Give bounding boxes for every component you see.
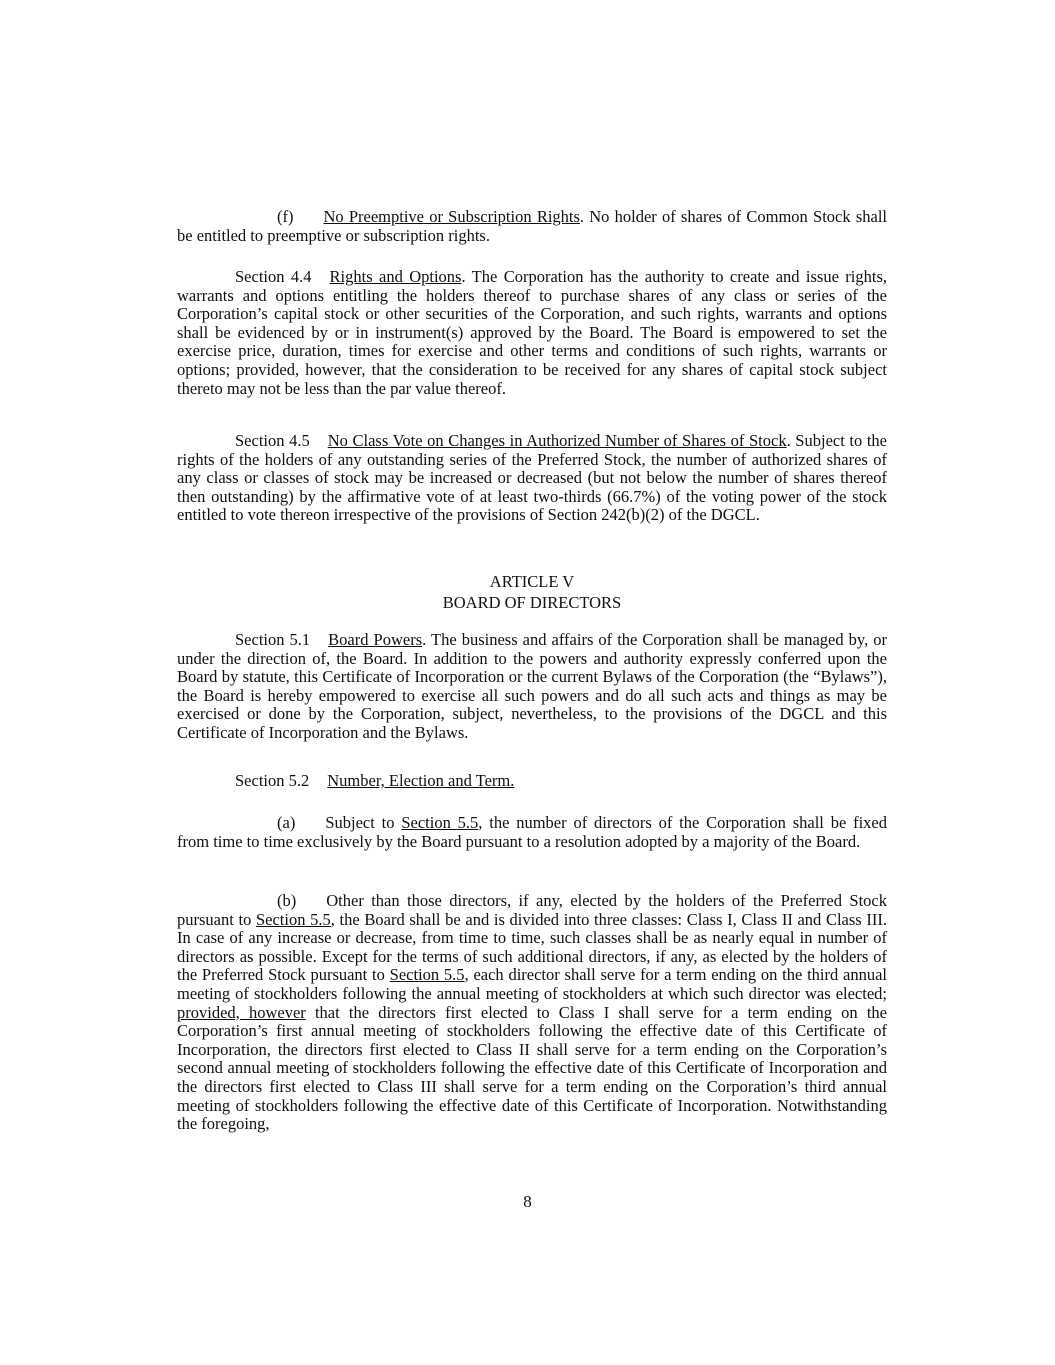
paragraph-a-text-after: , the number of directors of the Corporation shall be fixed from time to time exclusively by the Board pursuant to a resolution adopted by a majority of the Board. bbox=[177, 813, 888, 851]
paragraph-f bbox=[177, 208, 887, 245]
section-4-5 bbox=[177, 432, 887, 525]
section-5-1-title: Board Powers bbox=[328, 630, 423, 649]
proviso-text: provided, however bbox=[177, 1002, 306, 1022]
paragraph-f-title: No Preemptive or Subscription Rights bbox=[323, 207, 580, 226]
paragraph-b-text-1: Other than those directors, if any, elected by the holders of the Preferred Stock pursuant to bbox=[177, 891, 887, 929]
section-4-5-text: . Subject to the rights of the holders of any outstanding series of the Preferred Stock, the number of authorized shares of any class or classes of stock may be increased or decreased (but not below the number of shares thereof then outstanding) by the affirmative vote of at least two-thirds (66.7%) of the voting power of the stock entitled to vote thereon irrespective of the provisions of Section 242(b)(2) of the DGCL. bbox=[177, 431, 888, 525]
paragraph-b-text-4: that the directors first elected to Class I shall serve for a term ending on the Corporation’s first annual meeting of stockholders following the effective date of this Certificate of Incorporation, the directors first elected to Class II shall serve for a term ending on the Corporation’s second annual meeting of stockholders following the effective date of this Certificate of Incorporation and the directors first elected to Class III shall serve for a term ending on the Corporation’s third annual meeting of stockholders following the effective date of this Certificate of Incorporation. Notwithstanding the foregoing, bbox=[177, 1002, 887, 1134]
paragraph-f-label: (f) bbox=[277, 207, 294, 226]
paragraph-b-text-3: , each director shall serve for a term ending on the third annual meeting of stockholders following the annual meeting of stockholders at which such director was elected; bbox=[177, 965, 887, 1003]
section-4-5-title: No Class Vote on Changes in Authorized Number of Shares of Stock bbox=[327, 431, 787, 450]
section-5-2 bbox=[177, 772, 887, 791]
section-5-1-label: Section 5.1 bbox=[235, 630, 311, 649]
section-5-2-title: Number, Election and Term. bbox=[327, 771, 515, 790]
section-4-4-text: . The Corporation has the authority to create and issue rights, warrants and options entitling the holders thereof to purchase shares of any class or series of the Corporation’s capital stock or other securities of the Corporation, and such rights, warrants and options shall be evidenced by or in instrument(s) approved by the Board. The Board is empowered to set the exercise price, duration, times for exercise and other terms and conditions of such rights, warrants or options; provided, however, that the consideration to be received for any shares of capital stock subject thereto may not be less than the par value thereof. bbox=[177, 267, 887, 398]
section-4-4 bbox=[177, 268, 887, 398]
section-5-5-reference: Section 5.5 bbox=[389, 965, 465, 985]
section-4-5-label: Section 4.5 bbox=[235, 431, 310, 450]
article-title: BOARD OF DIRECTORS bbox=[442, 593, 622, 612]
paragraph-b bbox=[177, 892, 887, 1134]
paragraph-a-text-before: Subject to bbox=[325, 813, 402, 832]
paragraph-b-text-2: , the Board shall be and is divided into three classes: Class I, Class II and Class III. In case of any increase or decrease, from time to time, such classes shall be as nearly equal in number of directors as possible. Except for the terms of such additional directors, if any, as elected by the holders of the Preferred Stock pursuant to bbox=[177, 909, 887, 985]
page-number: 8 bbox=[523, 1192, 532, 1211]
article-number: ARTICLE V bbox=[489, 572, 575, 591]
paragraph-a-label: (a) bbox=[277, 813, 296, 832]
section-5-5-reference: Section 5.5 bbox=[401, 813, 479, 832]
paragraph-f-text: . No holder of shares of Common Stock shall be entitled to preemptive or subscription rights. bbox=[177, 207, 887, 245]
section-5-1 bbox=[177, 631, 887, 743]
paragraph-b-label: (b) bbox=[277, 891, 297, 910]
section-5-5-reference: Section 5.5 bbox=[255, 909, 331, 929]
section-5-1-text: . The business and affairs of the Corporation shall be managed by, or under the direction of, the Board. In addition to the powers and authority expressly conferred upon the Board by statute, this Certificate of Incorporation or the current Bylaws of the Corporation (the “Bylaws”), the Board is hereby empowered to exercise all such powers and do all such acts and things as may be exercised or done by the Corporation, subject, nevertheless, to the provisions of the DGCL and this Certificate of Incorporation and the Bylaws. bbox=[177, 630, 887, 742]
paragraph-a bbox=[177, 814, 887, 851]
section-4-4-title: Rights and Options bbox=[329, 267, 462, 286]
section-4-4-label: Section 4.4 bbox=[235, 267, 312, 286]
section-5-2-label: Section 5.2 bbox=[235, 771, 310, 790]
